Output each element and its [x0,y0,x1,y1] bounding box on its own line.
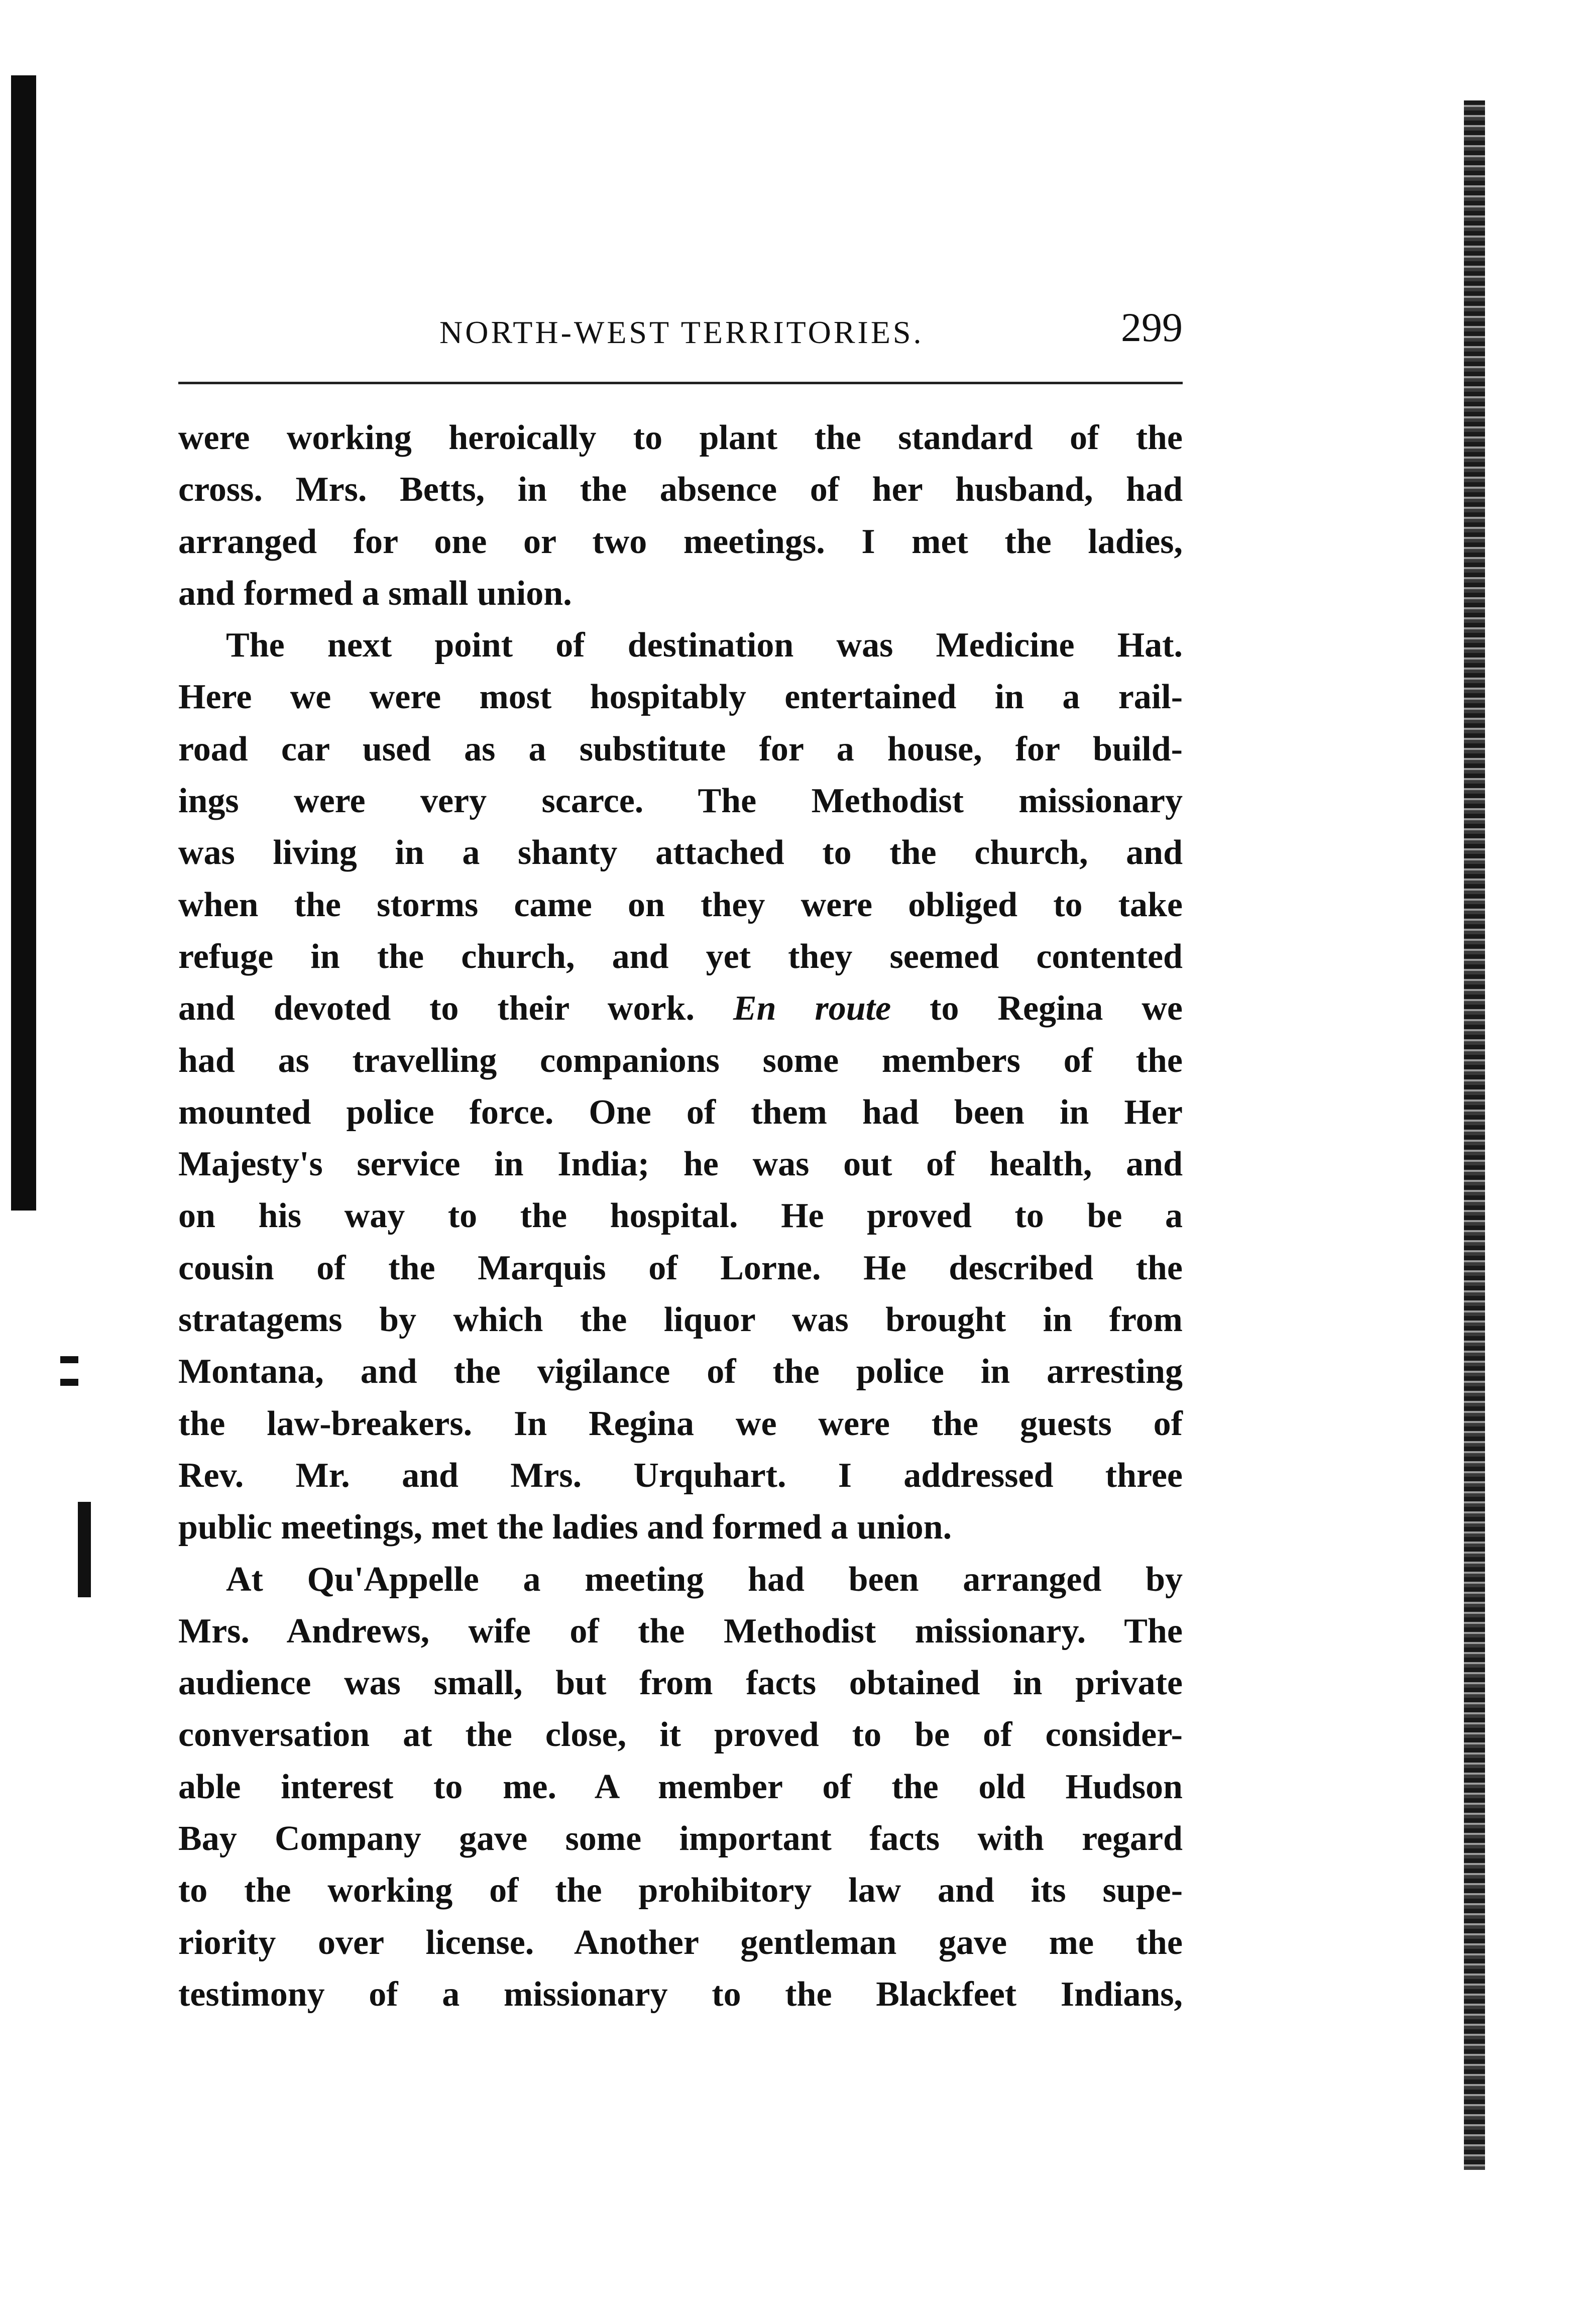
text-line: refuge in the church, and yet they seemed contented [178,937,1183,976]
text-line: able interest to me. A member of the old Hudson [178,1767,1183,1806]
text-line: Majesty's service in India; he was out of health, and [178,1145,1183,1184]
text-line: Rev. Mr. and Mrs. Urquhart. I addressed three [178,1456,1183,1495]
text-line: riority over license. Another gentleman gave me the [178,1923,1183,1962]
text-line: was living in a shanty attached to the church, and [178,833,1183,872]
text-line: had as travelling companions some members of the [178,1041,1183,1080]
text-line: conversation at the close, it proved to be of consider- [178,1715,1183,1754]
text-line [178,982,1183,1034]
text-line: cross. Mrs. Betts, in the absence of her husband, had [178,470,1183,509]
scan-edge-left [11,75,36,1211]
text-line: The next point of destination was Medicine Hat. [226,626,1183,665]
text-line: audience was small, but from facts obtained in private [178,1664,1183,1703]
header-rule [178,382,1183,384]
text-line: when the storms came on they were obliged to take [178,885,1183,924]
text-line: At Qu'Appelle a meeting had been arranged by [226,1560,1183,1599]
text-line: cousin of the Marquis of Lorne. He described the [178,1248,1183,1287]
text-line: Mrs. Andrews, wife of the Methodist missionary. The [178,1611,1183,1651]
scan-mark [78,1502,91,1597]
body-text [178,412,1183,2020]
text-line: Montana, and the vigilance of the police in arresting [178,1352,1183,1391]
text-line: public meetings, met the ladies and formed a union. [178,1508,952,1547]
text-line: and formed a small union. [178,574,572,613]
text-segment: to Regina we [891,989,1183,1028]
text-line: on his way to the hospital. He proved to be a [178,1196,1183,1236]
text-line: Here we were most hospitably entertained in a rail- [178,678,1183,717]
scan-mark [60,1379,78,1386]
text-line: the law-breakers. In Regina we were the guests of [178,1404,1183,1443]
scan-edge-right [1464,100,1485,2170]
running-title: NORTH-WEST TERRITORIES. [439,314,924,350]
italic-phrase: En route [733,989,891,1028]
page-header [178,304,1183,359]
text-line: to the working of the prohibitory law and its supe- [178,1871,1183,1910]
page-number: 299 [1121,304,1183,350]
text-line: testimony of a missionary to the Blackfeet Indians, [178,1975,1183,2014]
text-line: road car used as a substitute for a house, for build- [178,729,1183,769]
text-segment: and devoted to their work. [178,989,733,1028]
scan-mark [60,1356,78,1363]
text-line: were working heroically to plant the standard of the [178,418,1183,457]
text-line: stratagems by which the liquor was brought in from [178,1300,1183,1340]
text-line: Bay Company gave some important facts with regard [178,1819,1183,1858]
text-line: arranged for one or two meetings. I met the ladies, [178,522,1183,561]
text-line: mounted police force. One of them had been in Her [178,1092,1183,1132]
text-line: ings were very scarce. The Methodist missionary [178,782,1183,821]
